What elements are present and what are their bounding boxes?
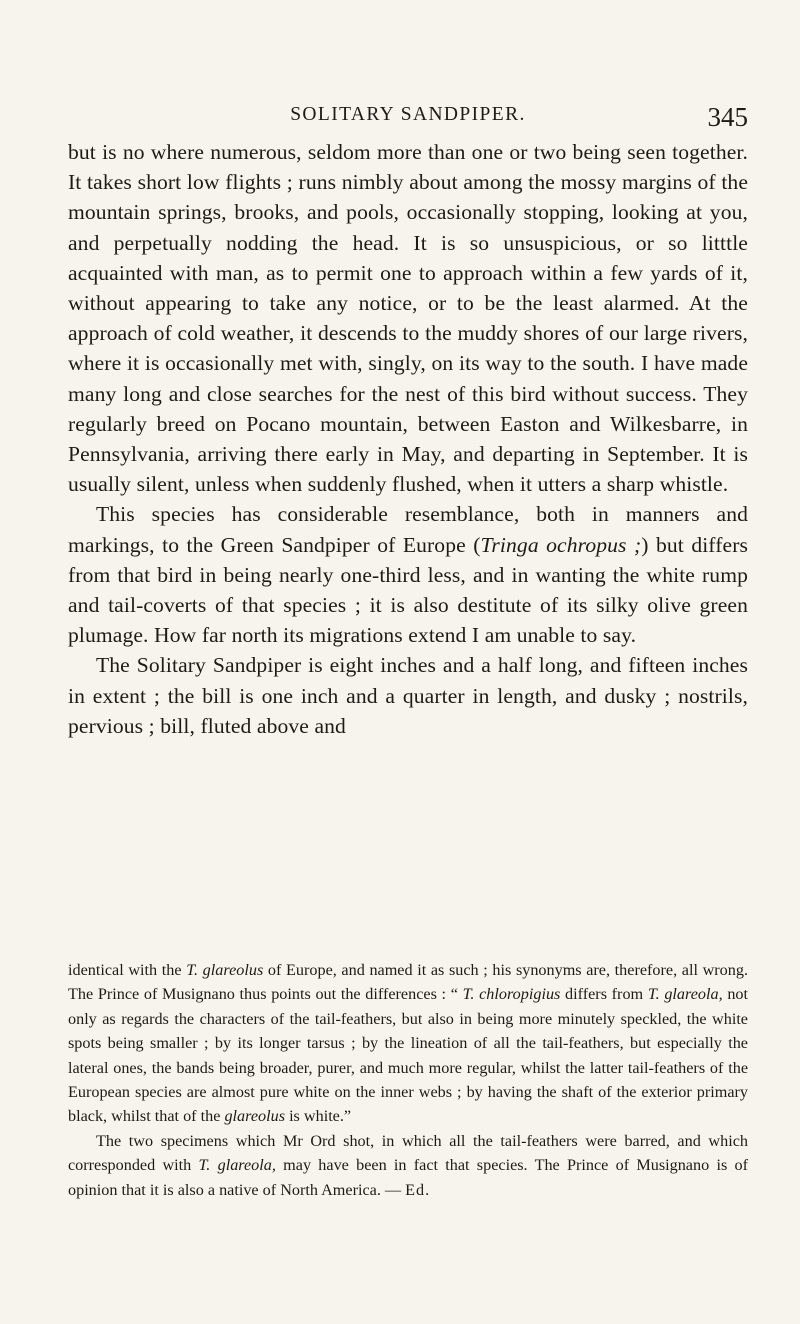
species-name: T. glareolus bbox=[186, 961, 264, 979]
species-name: glareolus bbox=[224, 1107, 286, 1126]
editor-signature: Ed. bbox=[405, 1180, 431, 1199]
page-number: 345 bbox=[707, 102, 748, 132]
paragraph-continuation: but is no where numerous, seldom more than one or two being seen together. It takes short low flights ; runs nimbly about among the mossy margins of the mountain springs, brooks, and pools, occasionally stopping, looking at you, and perpetually nodding the head. It is so unsuspicious, or so litttle acquainted with man, as to permit one to approach within a few yards of it, without appearing to take any notice, or to be the least alarmed. At the approach of cold weather, it descends to the muddy shores of our large rivers, where it is occasionally met with, singly, on its way to the south. I have made many long and close searches for the nest of this bird without success. They regularly breed on Pocano mountain, between Easton and Wilkesbarre, in Pennsylvania, arriving there early in May, and departing in September. It is usually silent, unless when suddenly flushed, when it utters a sharp whistle. bbox=[68, 140, 748, 497]
paragraph-text: ) but differs from that bird in being nearly one-third less, and in wanting the white rump and tail-coverts of that species ; it is also destitute of its silky olive green plumage. How far north its migrations extend I am unable to say. bbox=[68, 532, 748, 648]
paragraph-text: This species has considerable resemblance, both in manners and markings, to the Green Sandpiper of Europe ( bbox=[68, 502, 748, 557]
paragraph-resemblance bbox=[68, 499, 748, 650]
footnote-text: is white.” bbox=[285, 1107, 352, 1126]
running-title: SOLITARY SANDPIPER. bbox=[290, 104, 526, 125]
page-header bbox=[68, 100, 748, 140]
species-name: T. glareola, bbox=[647, 985, 723, 1004]
footnote-text: of Europe, and named it as such ; his synonyms are, therefore, all wrong. The Prince of Musignano thus points out the differences : “ bbox=[68, 961, 748, 1004]
footnote bbox=[68, 958, 748, 1202]
footnote-paragraph bbox=[68, 958, 748, 1129]
footnote-text: may have been in fact that species. The Prince of Musignano is of opinion that it is also a native of North America. — bbox=[68, 1156, 748, 1199]
footnote-text: not only as regards the characters of the tail-feathers, but also in being more minutely speckled, the white spots being smaller ; by its longer tarsus ; by the lineation of all the tail-feathers, but especially the lateral ones, the bands being broader, purer, and much more regular, whilst the latter tail-feathers of the European species are almost pure white on the inner webs ; by having the shaft of the exterior primary black, whilst that of the bbox=[68, 985, 749, 1126]
footnote-text: identical with the bbox=[68, 961, 187, 979]
footnote-text: The two specimens which Mr Ord shot, in which all the tail-feathers were barred, and which corresponded with bbox=[68, 1131, 748, 1175]
species-name: Tringa ochropus ; bbox=[480, 532, 642, 557]
footnote-paragraph bbox=[68, 1129, 748, 1202]
species-name: T. chloropigius bbox=[462, 985, 561, 1004]
species-name: T. glareola, bbox=[198, 1156, 276, 1175]
paragraph-measurements: The Solitary Sandpiper is eight inches and a half long, and fifteen inches in extent ; the bill is one inch and a quarter in length, and dusky ; nostrils, pervious ; bill, fluted above and bbox=[68, 653, 748, 738]
main-text bbox=[68, 137, 748, 741]
footnote-text: differs from bbox=[560, 985, 648, 1004]
